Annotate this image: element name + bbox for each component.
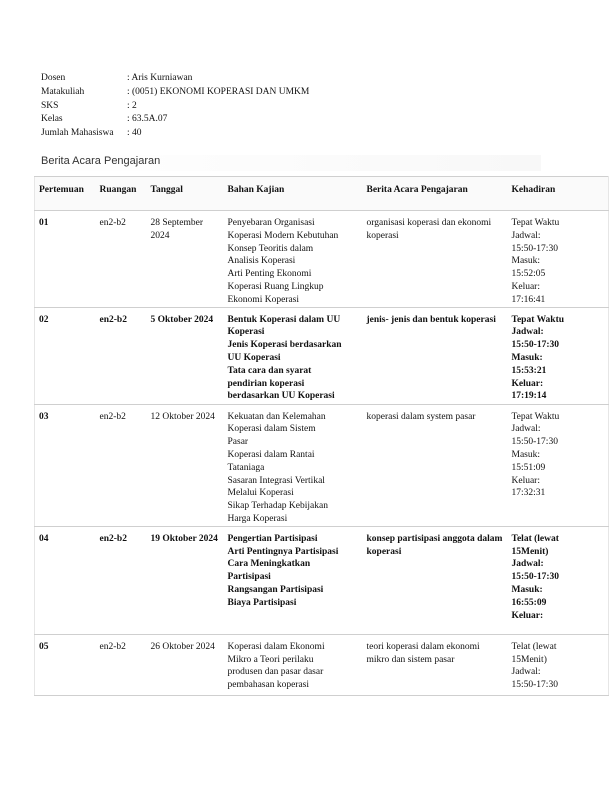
attendance-cell-line: Keluar: <box>511 610 544 621</box>
topic-cell-line: Mikro a Teori perilaku <box>227 654 314 665</box>
table-row <box>35 307 609 404</box>
meeting-number: 05 <box>35 634 96 695</box>
attendance-cell-line: Telat (lewat <box>511 641 557 652</box>
topic-cell-line: Tata cara dan syarat <box>227 365 312 376</box>
section-title: Berita Acara Pengajaran <box>41 155 541 171</box>
topic-cell-line: Arti Penting Ekonomi <box>227 269 312 280</box>
table-row <box>35 404 609 526</box>
attendance-cell-line: Jadwal: <box>511 327 544 338</box>
info-value: : 40 <box>127 128 142 139</box>
attendance-cell-line: Keluar: <box>511 281 540 292</box>
attendance-cell-line: Masuk: <box>511 352 543 363</box>
attendance-cell <box>508 404 609 526</box>
attendance-cell-line: Tepat Waktu <box>511 218 560 228</box>
topic-cell <box>224 307 363 404</box>
meeting-number: 01 <box>35 211 96 308</box>
attendance-cell-line: 15Menit) <box>511 654 547 665</box>
attendance-cell-line: 17:16:41 <box>511 294 546 305</box>
topic-cell-line: Jenis Koperasi berdasarkan <box>227 340 342 351</box>
topic-cell-line: Sikap Terhadap Kebijakan <box>227 501 328 512</box>
attendance-cell-line: 17:19:14 <box>511 391 547 402</box>
date-cell: 12 Oktober 2024 <box>147 404 224 526</box>
table-header-row <box>35 177 609 211</box>
attendance-cell-line: Telat (lewat <box>511 533 559 544</box>
report-cell: jenis- jenis dan bentuk koperasi <box>363 307 508 404</box>
topic-cell-line: Koperasi dalam Sistem <box>227 424 316 435</box>
info-row-class <box>41 113 309 127</box>
topic-cell-line: Pasar <box>227 437 249 448</box>
topic-cell-line: produsen dan pasar dasar <box>227 667 324 678</box>
attendance-cell-line: 15Menit) <box>511 546 549 557</box>
topic-cell <box>224 404 363 526</box>
table-row <box>35 526 609 634</box>
topic-cell <box>224 211 363 308</box>
attendance-cell-line: 17:32:31 <box>511 488 546 499</box>
header-date: Tanggal <box>147 177 224 211</box>
attendance-cell-line: Jadwal: <box>511 667 541 678</box>
meeting-number: 04 <box>35 526 96 634</box>
attendance-cell-line: Tepat Waktu <box>511 314 565 325</box>
attendance-cell-line: Masuk: <box>511 449 540 460</box>
attendance-cell-line: Keluar: <box>511 475 540 486</box>
info-row-lecturer <box>41 72 309 86</box>
topic-cell-line: Harga Koperasi <box>227 513 288 524</box>
attendance-cell <box>508 211 609 308</box>
room-cell: en2-b2 <box>96 307 147 404</box>
topic-cell-line: Ekonomi Koperasi <box>227 294 300 305</box>
topic-cell <box>224 634 363 695</box>
topic-cell-line: Koperasi dalam Ekonomi <box>227 641 325 652</box>
attendance-cell <box>508 526 609 634</box>
header-attendance: Kehadiran <box>508 177 609 211</box>
attendance-cell-line: 15:50-17:30 <box>511 243 558 254</box>
info-value: : 63.5A.07 <box>127 114 168 125</box>
topic-cell-line: Sasaran Integrasi Vertikal <box>227 475 325 486</box>
info-label: Kelas <box>41 114 63 125</box>
course-info <box>41 72 309 141</box>
header-meeting: Pertemuan <box>35 177 96 211</box>
table-row <box>35 211 609 308</box>
attendance-cell-line: 15:51:09 <box>511 462 546 473</box>
meeting-number: 03 <box>35 404 96 526</box>
teaching-report-table <box>34 176 609 696</box>
table-row <box>35 634 609 695</box>
attendance-cell-line: Jadwal: <box>511 424 541 435</box>
info-row-course <box>41 86 309 100</box>
attendance-cell-line: 16:55:09 <box>511 597 547 608</box>
attendance-cell-line: 15:50-17:30 <box>511 340 559 351</box>
info-label: Matakuliah <box>41 86 85 97</box>
topic-cell-line: UU Koperasi <box>227 352 281 363</box>
report-cell: organisasi koperasi dan ekonomi koperasi <box>363 211 508 308</box>
attendance-cell-line: 15:50-17:30 <box>511 572 559 583</box>
attendance-cell-line: 15:53:21 <box>511 365 547 376</box>
topic-cell-line: Konsep Teoritis dalam <box>227 243 314 254</box>
topic-cell <box>224 526 363 634</box>
topic-cell-line: Kekuatan dan Kelemahan <box>227 411 326 422</box>
topic-cell-line: Bentuk Koperasi dalam UU <box>227 314 341 325</box>
room-cell: en2-b2 <box>96 634 147 695</box>
info-value: : 2 <box>127 100 137 111</box>
info-value: : (0051) EKONOMI KOPERASI DAN UMKM <box>127 86 310 97</box>
room-cell: en2-b2 <box>96 211 147 308</box>
header-room: Ruangan <box>96 177 147 211</box>
info-label: Dosen <box>41 73 66 83</box>
report-cell: teori koperasi dalam ekonomi mikro dan sistem pasar <box>363 634 508 695</box>
attendance-cell-line: Keluar: <box>511 378 544 389</box>
topic-cell-line: Cara Meningkatkan <box>227 559 311 570</box>
meeting-number: 02 <box>35 307 96 404</box>
report-cell: koperasi dalam system pasar <box>363 404 508 526</box>
topic-cell-line: Koperasi dalam Rantai <box>227 449 315 460</box>
attendance-cell-line: 15:50-17:30 <box>511 437 558 448</box>
topic-cell-line: Melalui Koperasi <box>227 488 294 499</box>
attendance-cell-line: Masuk: <box>511 256 540 267</box>
date-cell: 5 Oktober 2024 <box>147 307 224 404</box>
topic-cell-line: Rangsangan Partisipasi <box>227 584 324 595</box>
topic-cell-line: Penyebaran Organisasi <box>227 218 315 228</box>
attendance-cell-line: Jadwal: <box>511 559 544 570</box>
topic-cell-line: Tataniaga <box>227 462 265 473</box>
header-topic: Bahan Kajian <box>224 177 363 211</box>
date-cell: 26 Oktober 2024 <box>147 634 224 695</box>
attendance-cell-line: Tepat Waktu <box>511 411 560 422</box>
topic-cell-line: pembahasan koperasi <box>227 680 310 691</box>
topic-cell-line: Koperasi Ruang Lingkup <box>227 281 324 292</box>
attendance-cell-line: 15:50-17:30 <box>511 680 558 691</box>
attendance-cell <box>508 634 609 695</box>
topic-cell-line: Partisipasi <box>227 572 271 583</box>
topic-cell-line: Koperasi Modern Kebutuhan <box>227 230 339 241</box>
topic-cell-line: Analisis Koperasi <box>227 256 296 267</box>
topic-cell-line: Biaya Partisipasi <box>227 597 297 608</box>
topic-cell-line: pendirian koperasi <box>227 378 305 389</box>
attendance-cell-line: Masuk: <box>511 584 543 595</box>
info-label: Jumlah Mahasiswa <box>41 128 114 139</box>
attendance-cell <box>508 307 609 404</box>
room-cell: en2-b2 <box>96 526 147 634</box>
info-label: SKS <box>41 100 59 111</box>
room-cell: en2-b2 <box>96 404 147 526</box>
topic-cell-line: Pengertian Partisipasi <box>227 533 318 544</box>
header-report: Berita Acara Pengajaran <box>363 177 508 211</box>
topic-cell-line: Koperasi <box>227 327 265 338</box>
attendance-cell-line: 15:52:05 <box>511 269 546 280</box>
topic-cell-line: Arti Pentingnya Partisipasi <box>227 546 339 557</box>
date-cell: 28 September 2024 <box>147 211 224 308</box>
info-value: : Aris Kurniawan <box>127 73 193 83</box>
info-row-credits <box>41 100 309 114</box>
info-row-students <box>41 127 309 141</box>
date-cell: 19 Oktober 2024 <box>147 526 224 634</box>
report-cell: konsep partisipasi anggota dalam koperasi <box>363 526 508 634</box>
topic-cell-line: berdasarkan UU Koperasi <box>227 391 335 402</box>
attendance-cell-line: Jadwal: <box>511 230 541 241</box>
